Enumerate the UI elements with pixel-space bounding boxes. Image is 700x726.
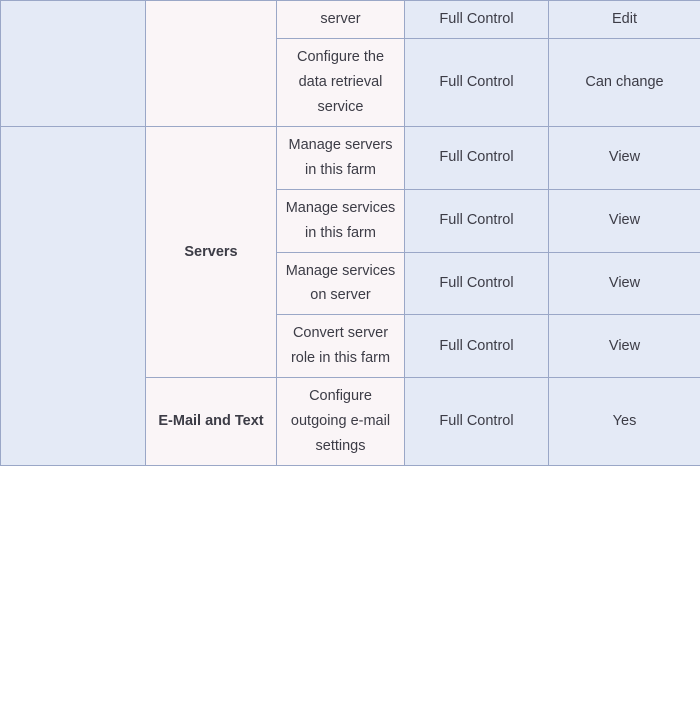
level-full-cell: Full Control	[405, 315, 549, 378]
level-other-cell: Can change	[549, 38, 700, 126]
level-full-cell: Full Control	[405, 38, 549, 126]
group-cell	[146, 1, 277, 127]
category-cell	[1, 126, 146, 465]
task-cell: Manage services in this farm	[277, 189, 405, 252]
task-cell: Manage servers in this farm	[277, 126, 405, 189]
category-cell	[1, 1, 146, 127]
group-cell-servers: Servers	[146, 126, 277, 378]
level-other-cell: View	[549, 252, 700, 315]
task-cell: Manage services on server	[277, 252, 405, 315]
task-cell: Configure the data retrieval service	[277, 38, 405, 126]
task-cell: Convert server role in this farm	[277, 315, 405, 378]
group-cell-email-text: E-Mail and Text	[146, 378, 277, 466]
level-full-cell: Full Control	[405, 126, 549, 189]
table-row	[1, 126, 700, 189]
level-other-cell: Yes	[549, 378, 700, 466]
level-other-cell: View	[549, 315, 700, 378]
level-other-cell: View	[549, 189, 700, 252]
task-cell: Configure outgoing e-mail settings	[277, 378, 405, 466]
level-full-cell: Full Control	[405, 1, 549, 39]
level-other-cell: View	[549, 126, 700, 189]
level-full-cell: Full Control	[405, 252, 549, 315]
level-full-cell: Full Control	[405, 378, 549, 466]
task-cell: server	[277, 1, 405, 39]
table-row	[1, 1, 700, 39]
level-other-cell: Edit	[549, 1, 700, 39]
level-full-cell: Full Control	[405, 189, 549, 252]
